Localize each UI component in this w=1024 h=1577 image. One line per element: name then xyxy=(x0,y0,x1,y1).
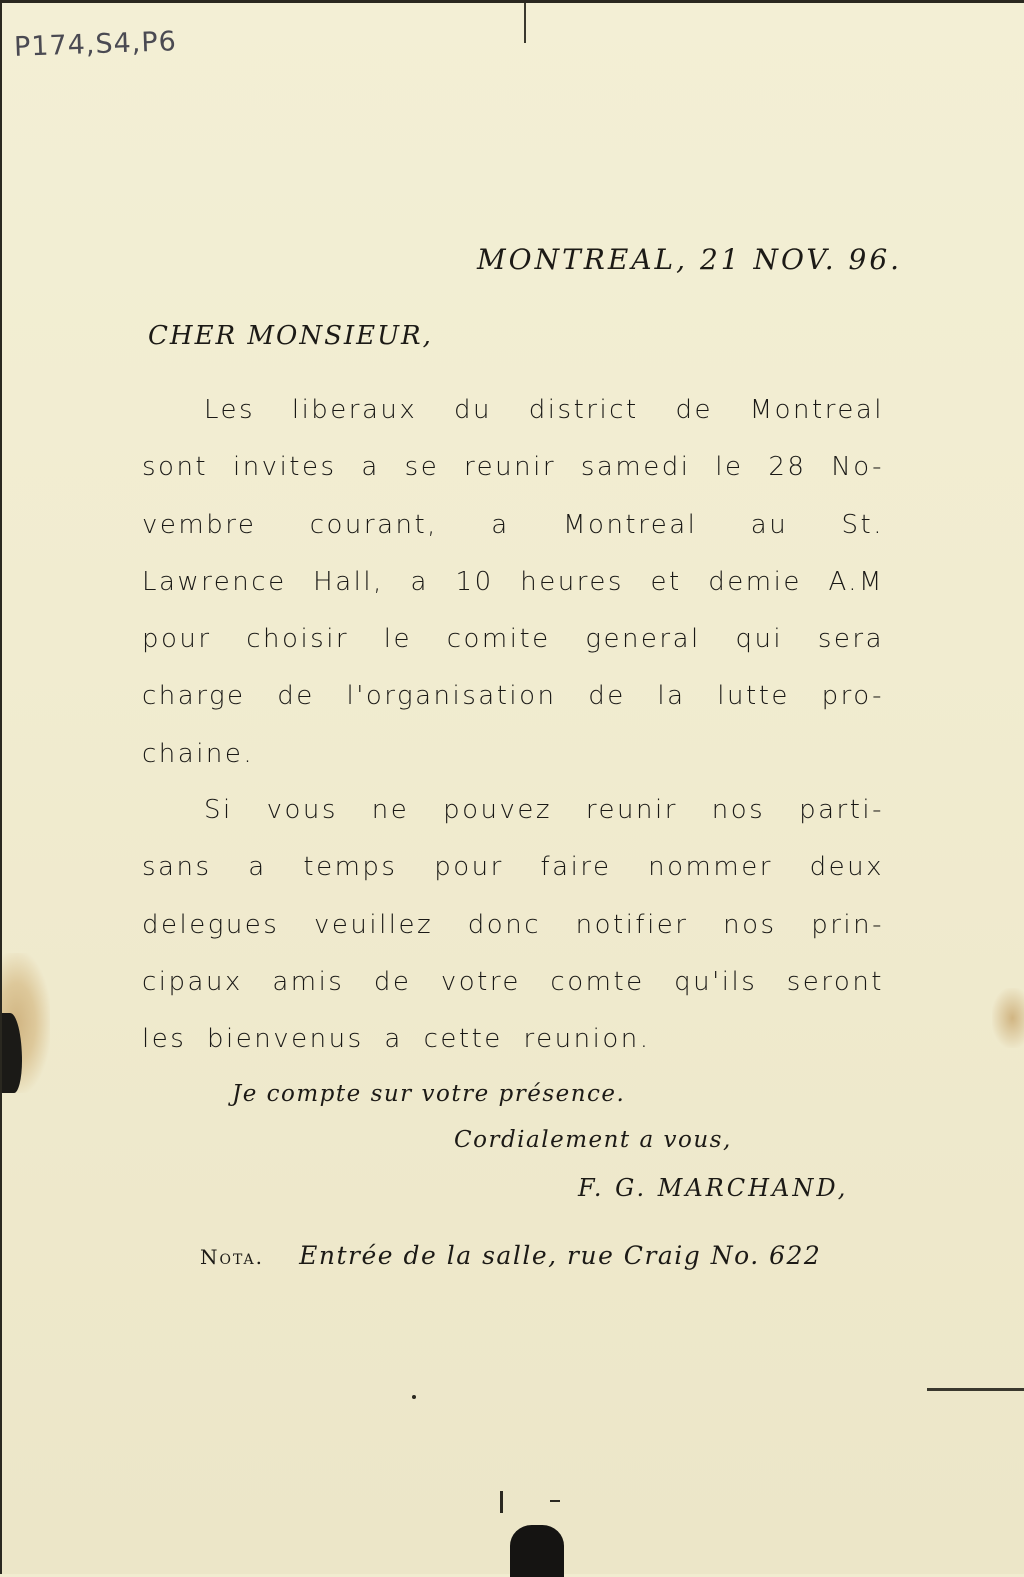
letter-signature: F. G. MARCHAND, xyxy=(578,1174,849,1202)
paragraph-line: cipaux amis de votre comte qu'ils seront xyxy=(142,966,884,997)
letter-paragraph-1 xyxy=(142,382,884,783)
paragraph-line: charge de l'organisation de la lutte pro- xyxy=(142,681,884,712)
archive-reference-number: P174,S4,P6 xyxy=(13,26,178,63)
letter-dateline: MONTREAL, 21 NOV. 96. xyxy=(477,243,903,276)
paragraph-line: Lawrence Hall, a 10 heures et demie A.M xyxy=(142,566,884,597)
page-edge-mark xyxy=(927,1388,1024,1391)
letter-salutation: CHER MONSIEUR, xyxy=(148,321,433,351)
nota-text: Entrée de la salle, rue Craig No. 622 xyxy=(299,1241,822,1270)
paragraph-line: chaine. xyxy=(142,738,255,769)
water-stain-right xyxy=(992,988,1024,1048)
ink-blot-bottom xyxy=(510,1525,564,1577)
paragraph-line: sont invites a se reunir samedi le 28 No- xyxy=(142,452,884,483)
nota-label: Nota. xyxy=(200,1245,265,1269)
paragraph-line: delegues veuillez donc notifier nos prin- xyxy=(142,909,884,940)
ink-dot xyxy=(412,1395,416,1399)
paragraph-line: vembre courant, a Montreal au St. xyxy=(142,509,884,540)
paragraph-line: Les liberaux du district de Montreal xyxy=(204,395,884,425)
page-fold-mark xyxy=(524,3,526,43)
letter-paragraph-2 xyxy=(142,782,884,1068)
paragraph-line: pour choisir le comite general qui sera xyxy=(142,624,884,655)
closing-line-2: Cordialement a vous, xyxy=(454,1127,732,1153)
pencil-dash xyxy=(550,1500,560,1502)
pencil-mark xyxy=(500,1491,503,1513)
closing-line-1: Je compte sur votre présence. xyxy=(232,1081,626,1107)
nota-note xyxy=(200,1241,821,1270)
paragraph-line: Si vous ne pouvez reunir nos parti- xyxy=(204,795,884,825)
paragraph-line: les bienvenus a cette reunion. xyxy=(142,1024,651,1055)
paragraph-line: sans a temps pour faire nommer deux xyxy=(142,852,884,883)
